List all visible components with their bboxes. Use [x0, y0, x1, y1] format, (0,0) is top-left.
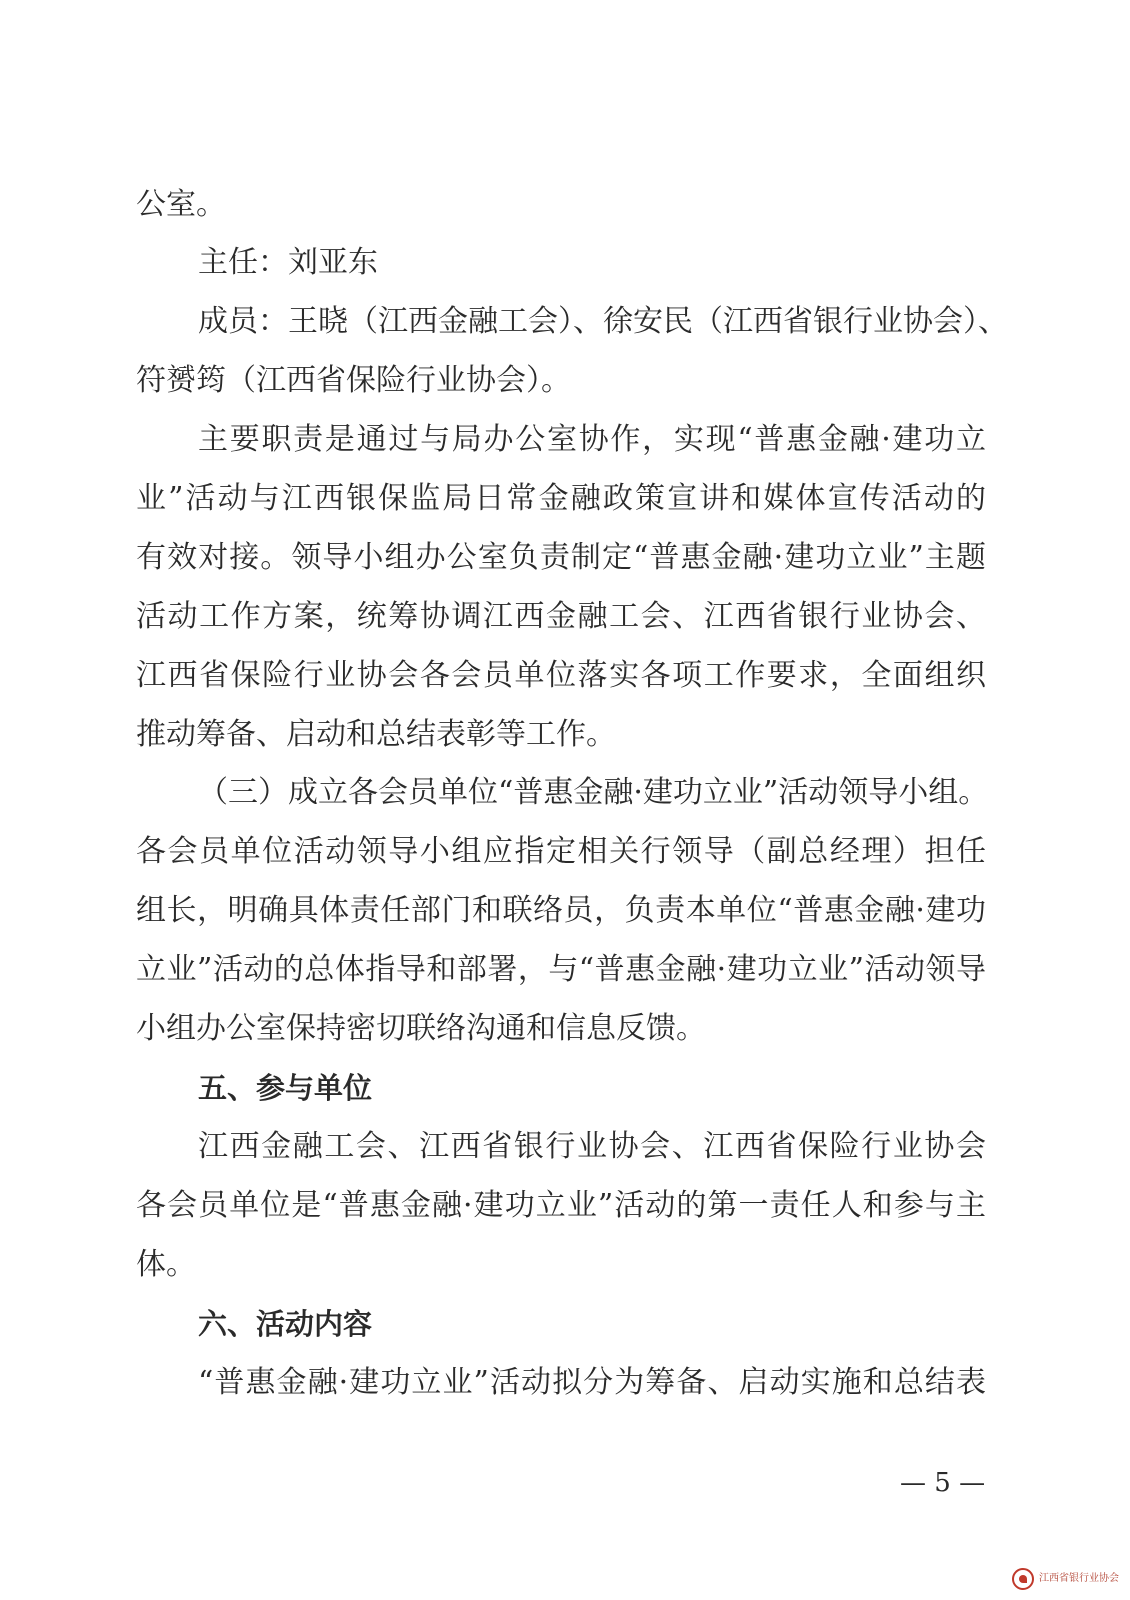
text-line: 主要职责是通过与局办公室协作，实现“普惠金融·建功立	[198, 422, 986, 457]
watermark-logo	[1012, 1566, 1124, 1592]
text-line: 体。	[136, 1247, 196, 1282]
seal-icon	[1012, 1568, 1034, 1590]
section-heading-6: 六、活动内容	[198, 1307, 373, 1341]
text-line: 活动工作方案，统筹协调江西金融工会、江西省银行业协会、	[136, 599, 986, 634]
text-line: 各会员单位是“普惠金融·建功立业”活动的第一责任人和参与主	[136, 1188, 986, 1223]
text-line: 组长，明确具体责任部门和联络员，负责本单位“普惠金融·建功	[136, 893, 986, 928]
text-line: 有效对接。领导小组办公室负责制定“普惠金融·建功立业”主题	[136, 540, 986, 575]
watermark-text: 江西省银行业协会	[1039, 1573, 1119, 1584]
text-line: 小组办公室保持密切联络沟通和信息反馈。	[136, 1011, 706, 1046]
text-line: 各会员单位活动领导小组应指定相关行领导（副总经理）担任	[136, 834, 986, 869]
text-line: 符赟筠（江西省保险行业协会）。	[136, 363, 571, 398]
text-line: 江西省保险行业协会各会员单位落实各项工作要求，全面组织	[136, 658, 986, 693]
text-line: 业”活动与江西银保监局日常金融政策宣讲和媒体宣传活动的	[136, 481, 986, 516]
section-heading-5: 五、参与单位	[198, 1071, 373, 1105]
text-line: 成员：王晓（江西金融工会）、徐安民（江西省银行业协会）、	[198, 304, 1008, 339]
text-line: “普惠金融·建功立业”活动拟分为筹备、启动实施和总结表	[198, 1365, 986, 1400]
text-line: 推动筹备、启动和总结表彰等工作。	[136, 717, 616, 752]
page-number: — 5 —	[900, 1468, 986, 1498]
text-line: 主任：刘亚东	[198, 245, 378, 280]
text-line: 江西金融工会、江西省银行业协会、江西省保险行业协会	[198, 1129, 986, 1164]
text-line: 立业”活动的总体指导和部署，与“普惠金融·建功立业”活动领导	[136, 952, 986, 987]
text-line: 公室。	[136, 187, 226, 222]
section-heading-3: （三）成立各会员单位“普惠金融·建功立业”活动领导小组。	[198, 775, 989, 810]
